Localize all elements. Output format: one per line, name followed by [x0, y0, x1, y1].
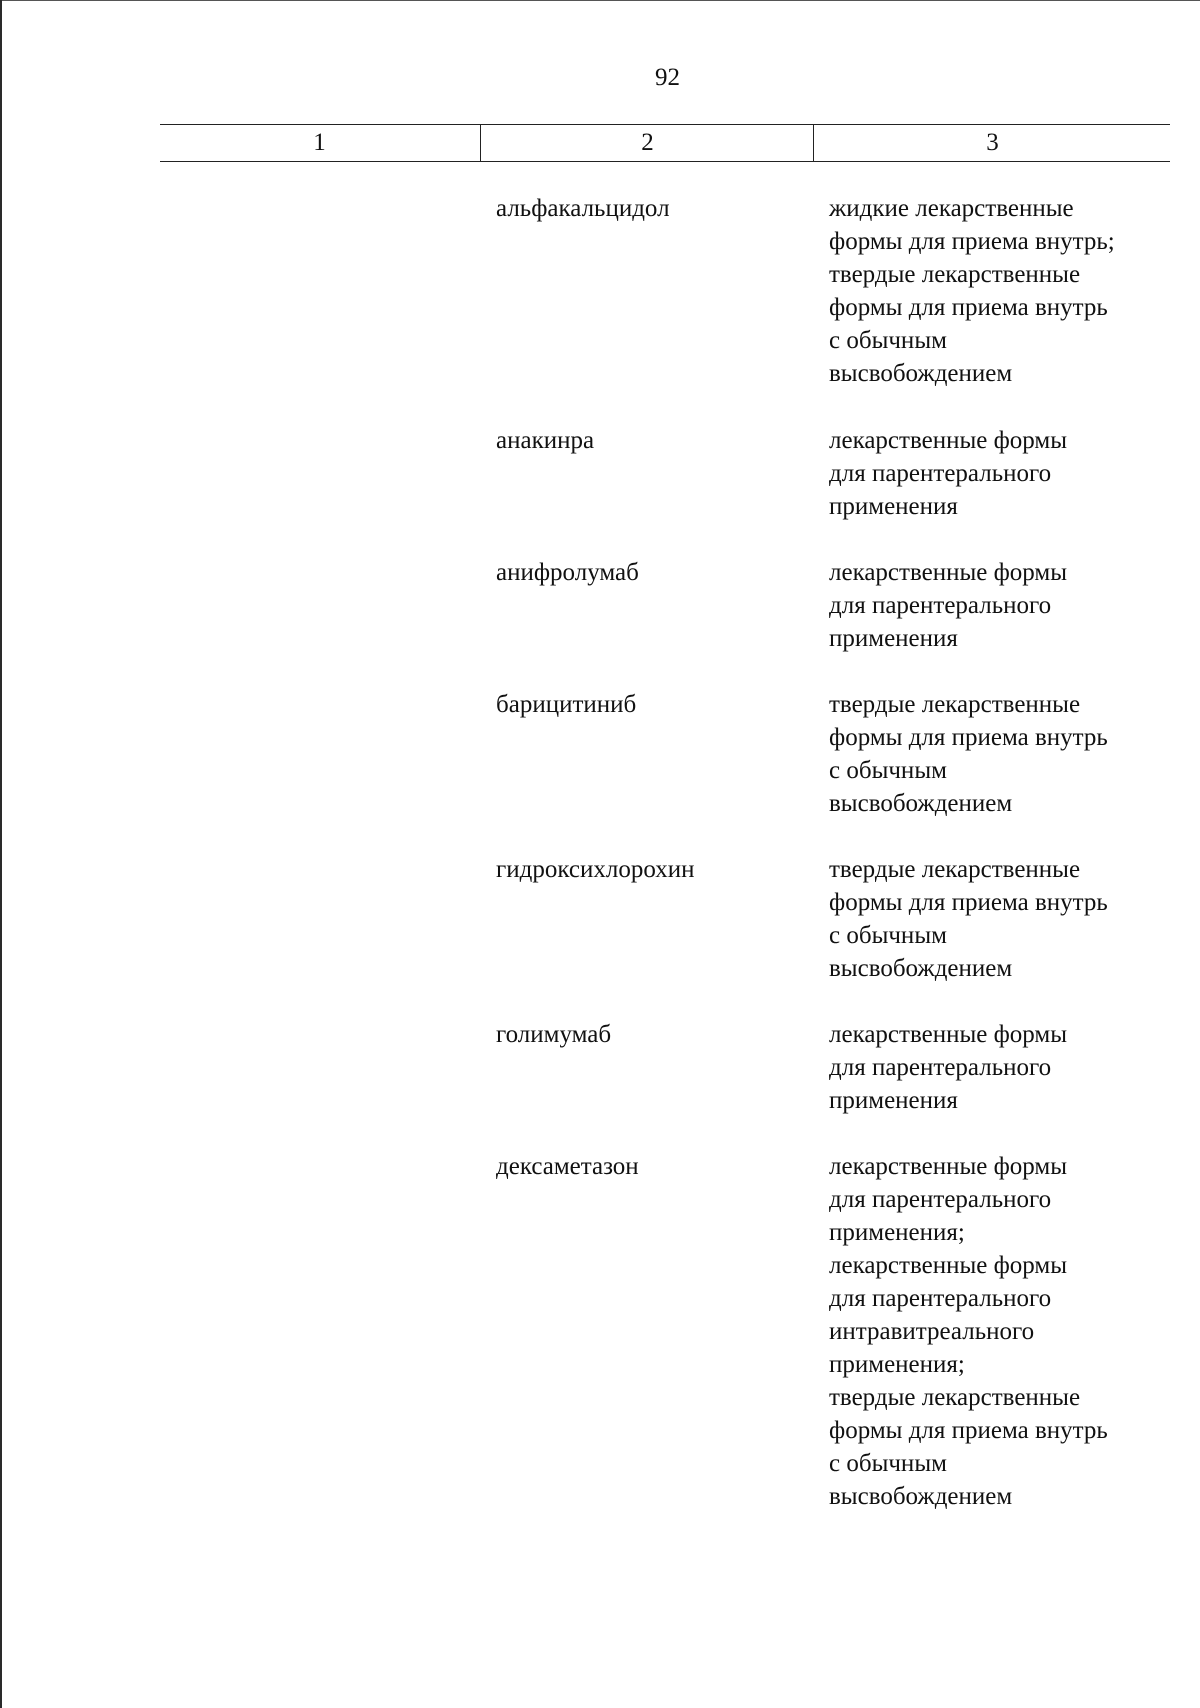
dosage-forms: [829, 1018, 1179, 1117]
form-line: твердые лекарственные: [829, 261, 1081, 288]
form-line: твердые лекарственные: [829, 1384, 1081, 1411]
form-line: для парентерального: [829, 592, 1052, 619]
dosage-forms: [829, 688, 1179, 820]
form-line: формы для приема внутрь: [829, 889, 1108, 916]
scan-edge-left: [0, 0, 2, 1708]
form-line: с обычным: [829, 1450, 947, 1477]
form-line: лекарственные формы: [829, 1021, 1068, 1048]
form-line: высвобождением: [829, 955, 1013, 982]
dosage-forms: [829, 424, 1179, 523]
form-line: лекарственные формы: [829, 1252, 1068, 1279]
form-line: лекарственные формы: [829, 427, 1068, 454]
scan-edge-top: [0, 0, 1200, 1]
form-line: для парентерального: [829, 1285, 1052, 1312]
dosage-forms: [829, 556, 1179, 655]
page-number: 92: [655, 64, 680, 91]
form-line: применения: [829, 1087, 958, 1114]
header-col-3: 3: [813, 125, 1171, 161]
form-line: для парентерального: [829, 1186, 1052, 1213]
form-line: высвобождением: [829, 360, 1013, 387]
drug-name: дексаметазон: [496, 1153, 639, 1180]
form-line: с обычным: [829, 757, 947, 784]
form-line: формы для приема внутрь: [829, 294, 1108, 321]
form-line: высвобождением: [829, 1483, 1013, 1510]
form-line: применения;: [829, 1219, 965, 1246]
drug-name: альфакальцидол: [496, 195, 670, 222]
table-header: [160, 124, 1170, 162]
form-line: высвобождением: [829, 790, 1013, 817]
form-line: жидкие лекарственные: [829, 195, 1074, 222]
drug-name: гидроксихлорохин: [496, 856, 695, 883]
drug-name: анифролумаб: [496, 559, 639, 586]
form-line: твердые лекарственные: [829, 856, 1081, 883]
dosage-forms: [829, 853, 1179, 985]
drug-name: барицитиниб: [496, 691, 637, 718]
drug-name: анакинра: [496, 427, 595, 454]
form-line: твердые лекарственные: [829, 691, 1081, 718]
header-col-1: 1: [313, 129, 326, 156]
form-line: формы для приема внутрь: [829, 1417, 1108, 1444]
form-line: формы для приема внутрь: [829, 724, 1108, 751]
dosage-forms: [829, 192, 1179, 390]
form-line: интравитреального: [829, 1318, 1035, 1345]
form-line: применения: [829, 493, 958, 520]
form-line: применения;: [829, 1351, 965, 1378]
header-col-2: 2: [480, 125, 814, 161]
form-line: для парентерального: [829, 1054, 1052, 1081]
form-line: для парентерального: [829, 460, 1052, 487]
form-line: лекарственные формы: [829, 559, 1068, 586]
form-line: с обычным: [829, 327, 947, 354]
dosage-forms: [829, 1150, 1179, 1513]
drug-name: голимумаб: [496, 1021, 612, 1048]
form-line: применения: [829, 625, 958, 652]
form-line: формы для приема внутрь;: [829, 228, 1115, 255]
form-line: лекарственные формы: [829, 1153, 1068, 1180]
form-line: с обычным: [829, 922, 947, 949]
